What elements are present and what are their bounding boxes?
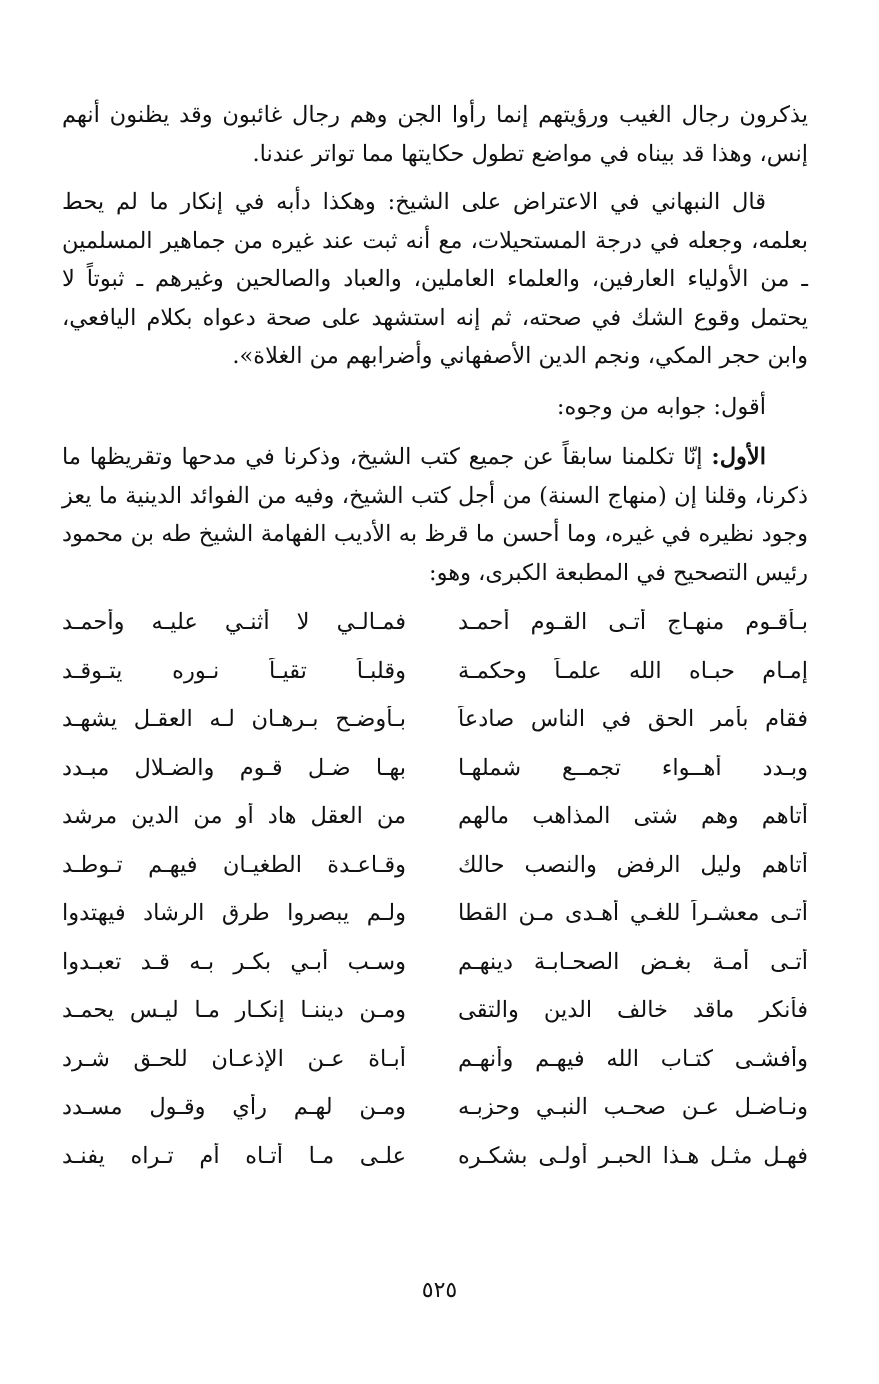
verse-second-hemistich: أبـاة عـن الإذعـان للحـق شـرد [62,1045,406,1072]
verse-first-hemistich: وأفشـى كتـاب الله فيهـم وأنهـم [458,1045,808,1072]
paragraph-response-intro: أقول: جوابه من وجوه: [556,393,766,420]
poem [62,598,808,1180]
document-page [62,96,808,1180]
verse-first-hemistich: أتاهم وليل الرفض والنصب حالك [458,851,808,878]
verse-first-hemistich: أتـى أمـة بغـض الصحـابـة دينهـم [458,948,808,975]
verse-first-hemistich: بـأقـوم منهـاج أتـى القـوم أحمـد [458,609,808,636]
poem-verse [62,841,808,890]
poem-verse [62,1083,808,1132]
verse-first-hemistich: وبـدد أهــواء تجمــع شملهـا [458,754,808,781]
verse-first-hemistich: فأنكر ماقد خالف الدين والتقى [458,997,808,1024]
poem-verse [62,1035,808,1084]
poem-verse [62,938,808,987]
poem-verse [62,1132,808,1181]
poem-verse [62,986,808,1035]
verse-first-hemistich: ونـاضـل عـن صحـب النبـي وحزبـه [458,1094,808,1121]
verse-second-hemistich: وقلبـاً تقيـاً نـوره يتـوقـد [62,657,406,684]
verse-second-hemistich: وقـاعـدة الطغيـان فيهـم تـوطـد [62,851,406,878]
first-point-text: إنّا تكلمنا سابقاً عن جميع كتب الشيخ، وذكرنا في مدحها وتقريظها ما ذكرنا، وقلنا إن (منهاج السنة) من أجل كتب الشيخ، وفيه من الفوائد الدينية ما يعز وجود نظيره في غيره، وما أحسن ما قرظ به الأديب الفهامة الشيخ طه بن محمود رئيس التصحيح في المطبعة الكبرى، وهو: [62,444,808,586]
verse-first-hemistich: إمـام حبـاه الله علمـاً وحكمـة [458,657,808,684]
verse-second-hemistich: فمـالـي لا أثنـي عليـه وأحمـد [62,609,406,636]
first-point-label: الأول: [711,444,766,470]
verse-second-hemistich: ولـم يبصروا طرق الرشاد فيهتدوا [62,900,406,927]
paragraph-first-point [62,438,808,592]
verse-second-hemistich: ومـن ديننـا إنكـار مـا ليـس يحمـد [62,997,406,1024]
verse-second-hemistich: علـى مـا أتـاه أم تـراه يفنـد [62,1142,406,1169]
verse-second-hemistich: من العقل هاد أو من الدين مرشد [62,803,406,830]
poem-verse [62,792,808,841]
verse-second-hemistich: وسـب أبـي بكـر بـه قـد تعبـدوا [62,948,406,975]
poem-verse [62,647,808,696]
poem-verse [62,695,808,744]
verse-second-hemistich: ومـن لهـم رأي وقـول مسـدد [62,1094,406,1121]
verse-second-hemistich: بـأوضـح بـرهـان لـه العقـل يشهـد [62,706,406,733]
poem-verse [62,598,808,647]
poem-verse [62,889,808,938]
verse-first-hemistich: أتـى معشـراً للغـي أهـدى مـن القطا [458,900,808,927]
verse-first-hemistich: فقام بأمر الحق في الناس صادعاً [458,706,808,733]
verse-first-hemistich: فهـل مثـل هـذا الحبـر أولـى بشكـره [458,1142,808,1169]
page-number: ٥٢٥ [421,1278,458,1303]
poem-verse [62,744,808,793]
verse-second-hemistich: بهـا ضـل قـوم والضـلال مبـدد [62,754,406,781]
paragraph-continuation: يذكرون رجال الغيب ورؤيتهم إنما رأوا الجن وهم رجال غائبون وقد يظنون أنهم إنس، وهذا قد بيناه في مواضع تطول حكايتها مما تواتر عندنا. [62,102,808,167]
verse-first-hemistich: أتاهم وهم شتى المذاهب مالهم [458,803,808,830]
paragraph-nabhani-objection: قال النبهاني في الاعتراض على الشيخ: وهكذا دأبه في إنكار ما لم يحط بعلمه، وجعله في درجة المستحيلات، مع أنه ثبت عند غيره من جماهير المسلمين ـ من الأولياء العارفين، والعلماء العاملين، والعباد والصالحين وغيرهم ـ ثبوتاً لا يحتمل وقوع الشك في صحته، ثم إنه استشهد على صحة دعواه بكلام اليافعي، وابن حجر المكي، ونجم الدين الأصفهاني وأضرابهم من الغلاة». [62,189,808,369]
